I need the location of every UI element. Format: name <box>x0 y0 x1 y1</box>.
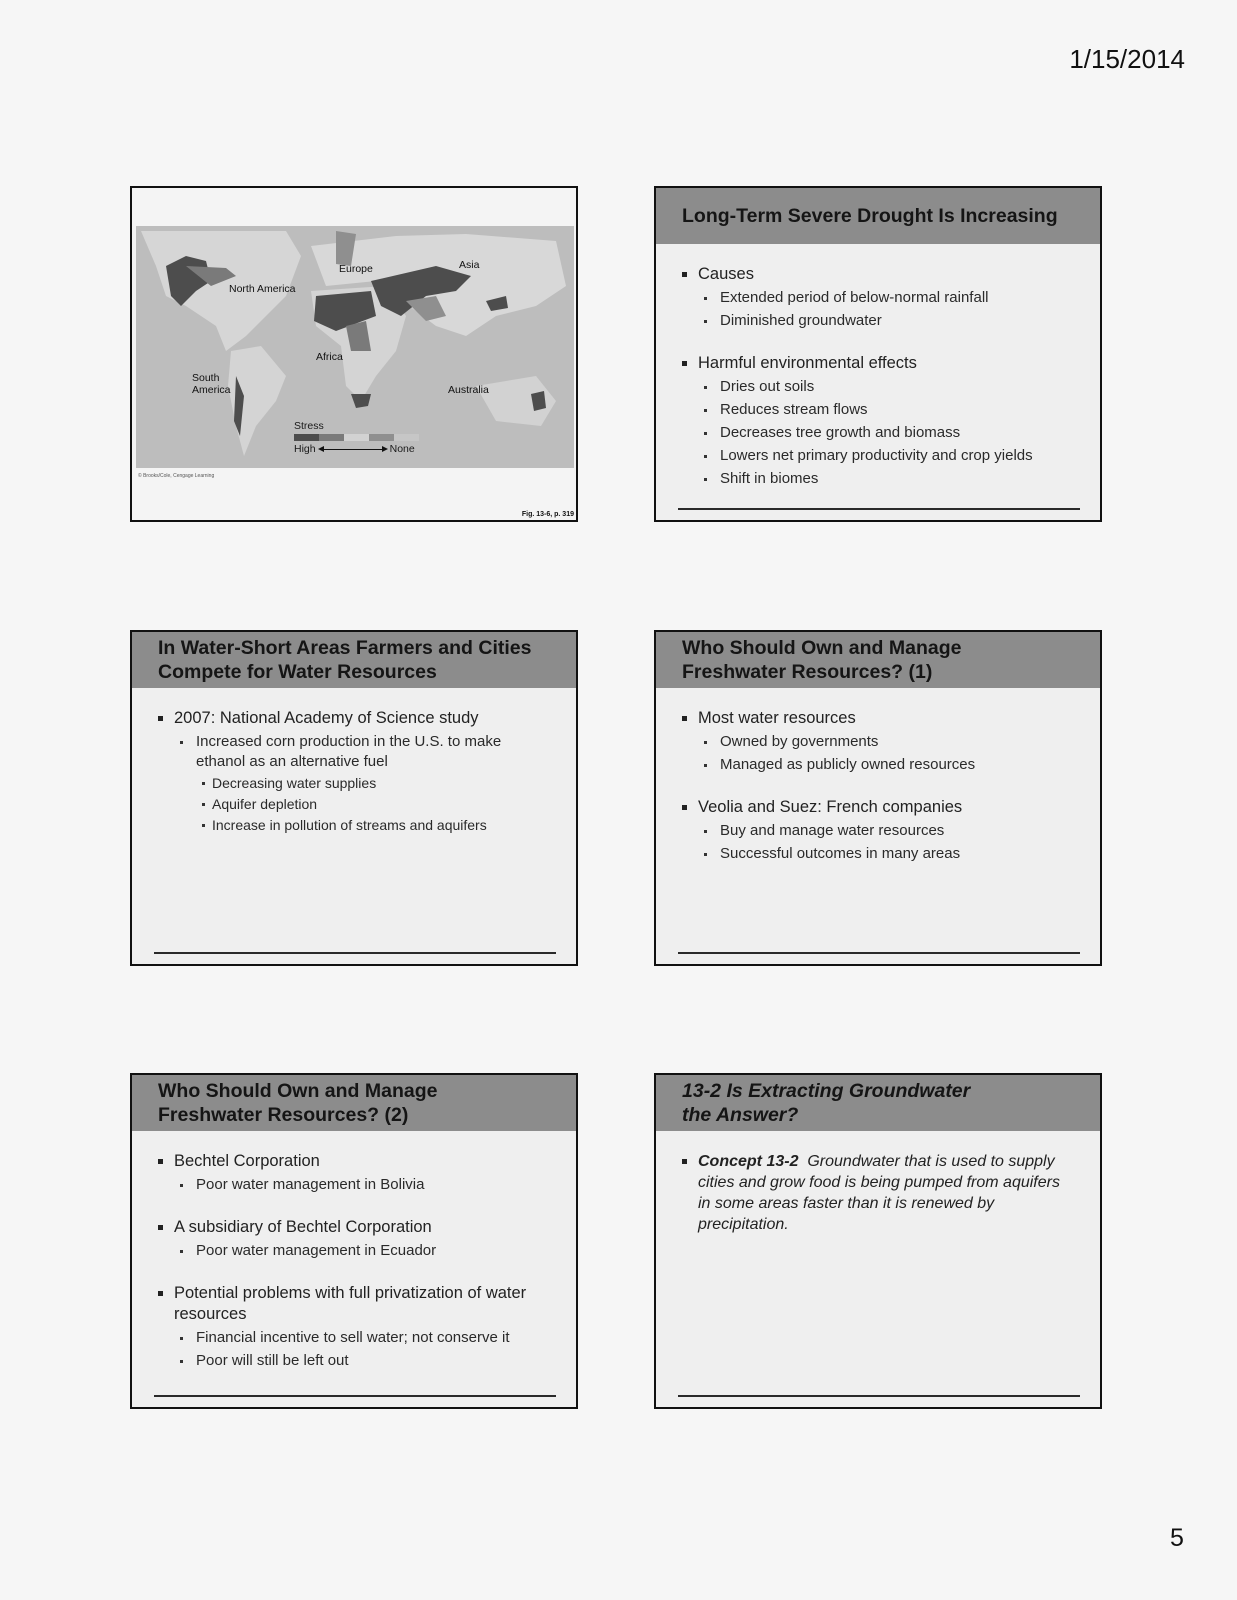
bullet: Most water resources <box>682 708 1076 729</box>
world-water-stress-map <box>136 226 574 468</box>
title-line-2: Freshwater Resources? (1) <box>682 661 933 683</box>
slide-title <box>656 632 1100 688</box>
sub-bullet: Increased corn production in the U.S. to make ethanol as an alternative fuel <box>176 732 552 772</box>
title-line-2: Compete for Water Resources <box>158 661 437 683</box>
sub-bullet: Lowers net primary productivity and crop yields <box>700 446 1076 466</box>
sub-bullet: Decreases tree growth and biomass <box>700 423 1076 443</box>
title-line-1: 13-2 Is Extracting Groundwater <box>682 1080 971 1102</box>
slide-water-stress-map <box>130 186 578 522</box>
title-line-1: Who Should Own and Manage <box>682 637 962 659</box>
sub-bullet: Owned by governments <box>700 732 1076 752</box>
sub-bullet: Buy and manage water resources <box>700 821 1076 841</box>
map-label-north-america: North America <box>229 283 296 295</box>
bullet: Bechtel Corporation <box>158 1151 552 1172</box>
legend-color-bar <box>294 434 419 441</box>
sub-bullet: Financial incentive to sell water; not conserve it <box>176 1328 552 1348</box>
bullet: Veolia and Suez: French companies <box>682 797 1076 818</box>
slide-title <box>656 1075 1100 1131</box>
concept-label: Concept 13-2 <box>698 1153 799 1170</box>
double-arrow-icon <box>320 449 386 450</box>
concept-bullet <box>682 1151 1076 1235</box>
sub-sub-bullet: Aquifer depletion <box>200 795 552 814</box>
bullet: 2007: National Academy of Science study <box>158 708 552 729</box>
sub-bullet: Reduces stream flows <box>700 400 1076 420</box>
slide-water-competition <box>130 630 578 966</box>
slide-footer-line <box>154 952 556 954</box>
slide-footer-line <box>678 508 1080 510</box>
map-label-africa: Africa <box>316 351 343 363</box>
bullet: Potential problems with full privatization of water resources <box>158 1283 552 1325</box>
map-label-australia: Australia <box>448 384 489 396</box>
sub-sub-bullet: Increase in pollution of streams and aquifers <box>200 816 552 835</box>
concept-text: Groundwater that is used to supply cities and grow food is being pumped from aquifers in some areas faster than it is renewed by precipitation. <box>698 1153 1060 1233</box>
map-label-asia: Asia <box>459 259 480 271</box>
slide-footer-line <box>678 952 1080 954</box>
slide-drought <box>654 186 1102 522</box>
bullet: Causes <box>682 264 1076 285</box>
handout-date: 1/15/2014 <box>1069 44 1185 74</box>
sub-bullet: Diminished groundwater <box>700 311 1076 331</box>
slide-ownership-1 <box>654 630 1102 966</box>
slide-footer-line <box>678 1395 1080 1397</box>
bullet: A subsidiary of Bechtel Corporation <box>158 1217 552 1238</box>
sub-bullet: Successful outcomes in many areas <box>700 844 1076 864</box>
slide-groundwater-concept <box>654 1073 1102 1409</box>
sub-bullet: Shift in biomes <box>700 469 1076 489</box>
slide-title: Long-Term Severe Drought Is Increasing <box>656 188 1100 244</box>
title-line-2: Freshwater Resources? (2) <box>158 1104 409 1126</box>
sub-bullet: Managed as publicly owned resources <box>700 755 1076 775</box>
sub-sub-bullet: Decreasing water supplies <box>200 774 552 793</box>
figure-reference: Fig. 13-6, p. 319 <box>521 511 574 518</box>
map-label-europe: Europe <box>339 263 373 275</box>
title-line-2: the Answer? <box>682 1104 799 1126</box>
page-number: 5 <box>1170 1524 1184 1552</box>
image-credit: © Brooks/Cole, Cengage Learning <box>138 473 215 479</box>
title-line-1: In Water-Short Areas Farmers and Cities <box>158 637 532 659</box>
map-label-south-america: South America <box>192 372 231 396</box>
legend-none-label: None <box>389 443 415 455</box>
bullet: Harmful environmental effects <box>682 353 1076 374</box>
slide-ownership-2 <box>130 1073 578 1409</box>
legend-high-label: High <box>294 443 316 455</box>
sub-bullet: Poor will still be left out <box>176 1351 552 1371</box>
stress-legend <box>294 420 419 455</box>
slide-footer-line <box>154 1395 556 1397</box>
sub-bullet: Extended period of below-normal rainfall <box>700 288 1076 308</box>
slide-title <box>132 632 576 688</box>
title-line-1: Who Should Own and Manage <box>158 1080 438 1102</box>
slide-title <box>132 1075 576 1131</box>
sub-bullet: Poor water management in Bolivia <box>176 1175 552 1195</box>
sub-bullet: Poor water management in Ecuador <box>176 1241 552 1261</box>
sub-bullet: Dries out soils <box>700 377 1076 397</box>
legend-title: Stress <box>294 420 324 432</box>
